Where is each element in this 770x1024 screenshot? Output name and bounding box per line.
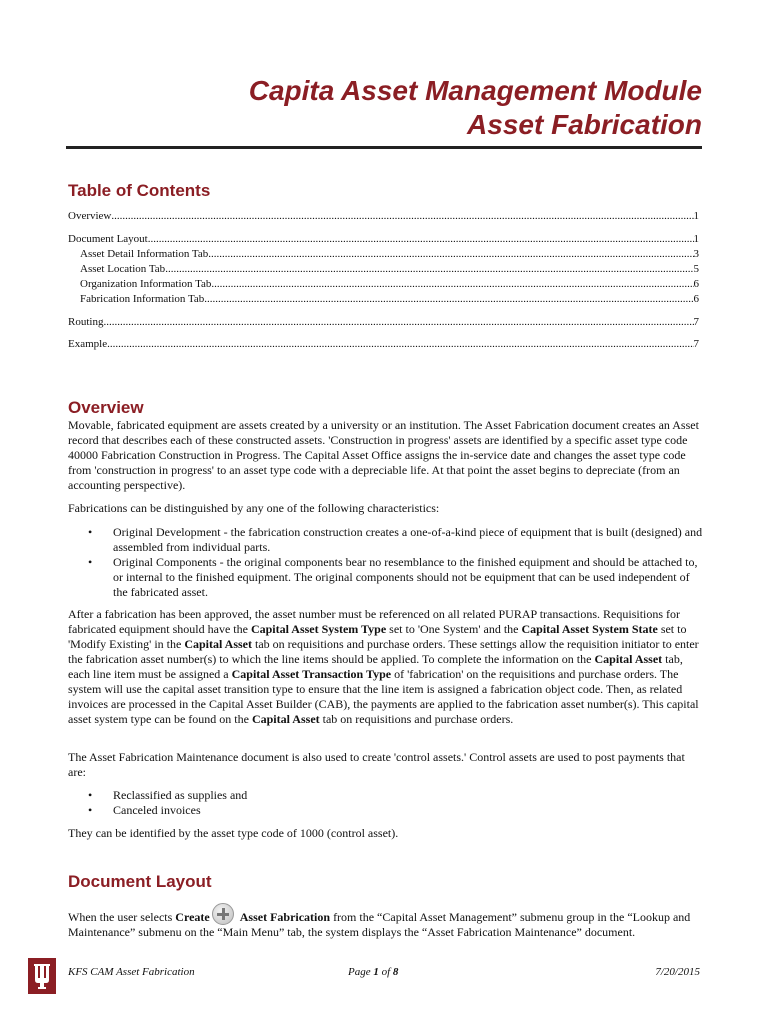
list-item: Reclassified as supplies and [113,788,248,802]
document-layout-heading: Document Layout [68,872,212,891]
doc-title-line1: Capita Asset Management Module [248,75,702,106]
toc-entry-label: Organization Information Tab [80,278,212,290]
toc-entry-document-layout[interactable] [68,232,699,247]
toc-entry-page: 7 [693,316,699,328]
toc-entry-page: 7 [693,338,699,350]
overview-paragraph-2: Fabrications can be distinguished by any one of the following characteristics: [68,501,440,515]
doc-title-line2: Asset Fabrication [467,109,702,140]
bullet-icon: • [88,788,93,802]
toc-entry-fabrication[interactable] [80,292,699,307]
page-footer [28,958,708,994]
title-rule [66,146,702,149]
toc-entry-organization[interactable] [80,277,699,292]
list-item: Canceled invoices [113,803,201,817]
toc-entry-page: 3 [693,248,699,260]
toc-entry-overview[interactable] [68,209,699,224]
bullet-icon: • [88,803,93,817]
toc-entry-page: 6 [693,293,699,305]
overview-heading: Overview [68,398,144,417]
toc-entry-label: Asset Detail Information Tab [80,248,209,260]
bullet-icon: • [88,555,93,569]
toc-entry-label: Fabrication Information Tab [80,293,205,305]
footer-doc-name: KFS CAM Asset Fabrication [68,966,195,978]
list-item: Original Components - the original components bear no resemblance to the finished equipment and should be attached to, or internal to the finished equipment. The original components should not be equipment that can be used independent of the fabricated asset. [113,555,698,599]
overview-paragraph-5: They can be identified by the asset type code of 1000 (control asset). [68,826,399,840]
document-layout-paragraph: When the user selects Create Asset Fabrication from the “Capital Asset Management” submenu group in the “Lookup and Maintenance” submenu on the “Main Menu” tab, the system displays the “Asset Fabrication Maintenance” document. [68,903,702,940]
toc-entry-page: 5 [693,263,699,275]
footer-date: 7/20/2015 [655,966,700,978]
overview-paragraph-4: The Asset Fabrication Maintenance document is also used to create 'control assets.' Control assets are used to post payments that are: [68,750,685,779]
toc-heading: Table of Contents [68,181,211,200]
toc-entry-asset-detail[interactable] [80,247,699,262]
create-plus-icon [212,903,234,925]
footer-page-number: Page 1 of 8 [348,966,399,978]
bullet-icon: • [88,525,93,539]
toc-entry-label: Document Layout [68,233,148,245]
toc-entry-routing[interactable] [68,315,699,330]
toc-entry-label: Asset Location Tab [80,263,166,275]
toc-entry-page: 1 [693,210,699,222]
toc-entry-page: 6 [693,278,699,290]
toc-entry-example[interactable] [68,337,699,352]
toc-entry-label: Routing [68,316,104,328]
overview-paragraph-3: After a fabrication has been approved, the asset number must be referenced on all related PURAP transactions. Requisitions for fabricated equipment should have the Capital Asset System Type set to 'One System' and the Capital Asset System State set to 'Modify Existing' in the Capital Asset tab on requisitions and purchase orders. These settings allow the requisition initiator to enter the fabrication asset number(s) to which the line items should be applied. To complete the information on the Capital Asset tab, each line item must be assigned a Capital Asset Transaction Type of 'fabrication' on the requisitions and purchase orders. The system will use the capital asset transition type to ensure that the line item is assigned a fabrication object code. Then, as related invoices are processed in the Capital Asset Builder (CAB), the payments are applied to the fabrication asset number(s). This capital asset system type can be found on the Capital Asset tab on requisitions and purchase orders. [68,607,699,726]
university-trident-logo-icon [28,958,56,994]
toc-entry-asset-location[interactable] [80,262,699,277]
toc-entry-page: 1 [693,233,699,245]
toc-entry-label: Overview [68,210,112,222]
toc-entry-label: Example [68,338,108,350]
list-item: Original Development - the fabrication construction creates a one-of-a-kind piece of equipment that is built (designed) and assembled from individual parts. [113,525,703,554]
overview-paragraph-1: Movable, fabricated equipment are assets created by a university or an institution. The Asset Fabrication document creates an Asset record that describes each of these constructed assets. 'Construction in progress' assets are identified by a specific asset type code 40000 Fabrication Construction in Progress. The Capital Asset Office assigns the in-service date and changes the asset type code from 'construction in progress' to an asset type code with a depreciable life. At that point the asset begins to depreciate (from an accounting perspective). [68,418,699,492]
